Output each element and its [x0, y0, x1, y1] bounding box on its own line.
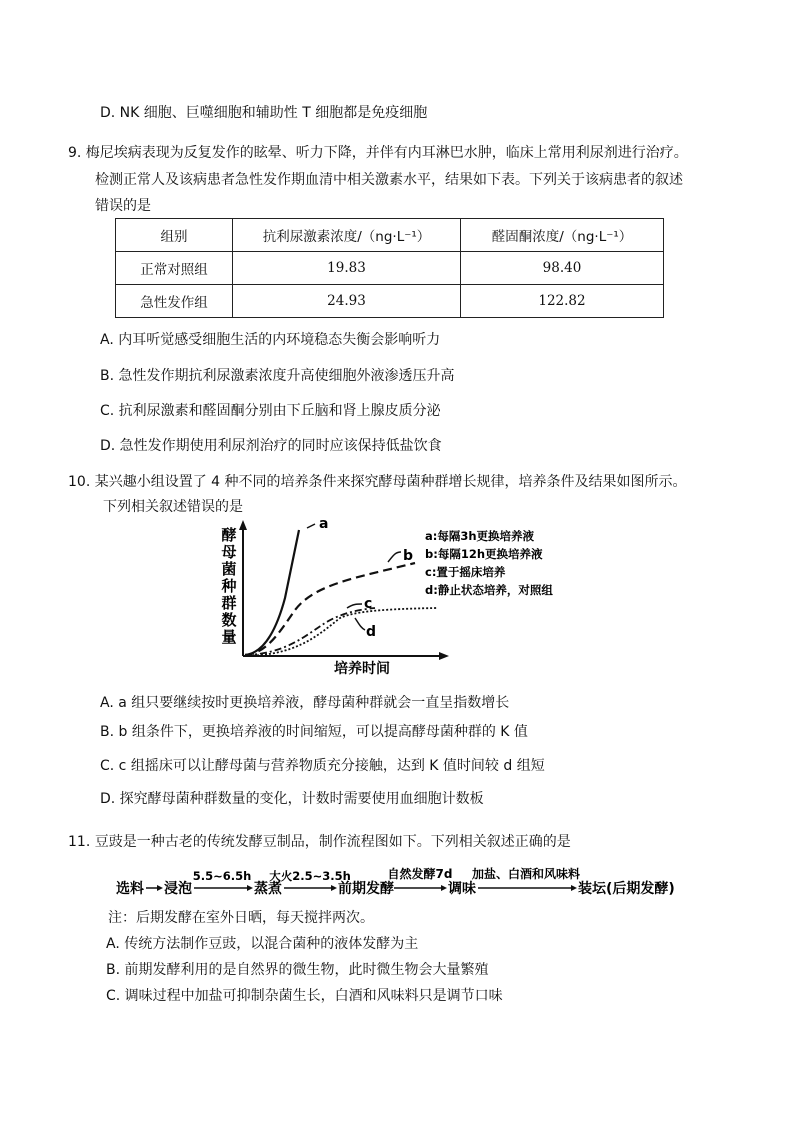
y-axis-label-char: 酵 [221, 526, 237, 544]
table-header-row [116, 219, 664, 252]
flow-step-soak: 浸泡 [164, 881, 192, 897]
flow-arrow-head [441, 885, 447, 891]
q11-stem: 11. 豆豉是一种古老的传统发酵豆制品，制作流程图如下。下列相关叙述正确的是 [68, 834, 571, 850]
table-cell: 24.93 [233, 285, 461, 318]
q10-stem-line1: 10. 某兴趣小组设置了 4 种不同的培养条件来探究酵母菌种群增长规律，培养条件及结果如图所示。 [68, 474, 687, 490]
y-axis-label-char: 量 [221, 628, 237, 646]
y-axis-label [220, 526, 236, 646]
q11-option-a: A. 传统方法制作豆豉，以混合菌种的液体发酵为主 [106, 936, 419, 952]
q9-stem-line1: 9. 梅尼埃病表现为反复发作的眩晕、听力下降，并伴有内耳淋巴水肿，临床上常用利尿剂进行治疗。 [68, 145, 688, 161]
label-pointer-c [347, 604, 362, 608]
table-header-cell: 组别 [116, 219, 233, 252]
table-cell: 122.82 [461, 285, 664, 318]
q9-option-c: C. 抗利尿激素和醛固酮分别由下丘脑和肾上腺皮质分泌 [100, 403, 441, 419]
y-axis-label-char: 数 [221, 611, 237, 629]
q10-option-c: C. c 组摇床可以让酵母菌与营养物质充分接触，达到 K 值时间较 d 组短 [100, 758, 545, 774]
q11-option-c: C. 调味过程中加盐可抑制杂菌生长，白酒和风味料只是调节口味 [106, 988, 503, 1004]
douchi-process-flowchart [110, 860, 690, 904]
label-pointer-a [307, 524, 315, 528]
curve-label-a: a [319, 518, 329, 532]
y-axis-label-char: 种 [221, 577, 237, 595]
legend-item-c: c:置于摇床培养 [425, 565, 506, 579]
q9-option-a: A. 内耳听觉感受细胞生活的内环境稳态失衡会影响听力 [100, 332, 441, 348]
flow-arrow-head [157, 885, 163, 891]
label-pointer-d [355, 618, 365, 630]
curve-a [245, 530, 299, 655]
q10-option-b: B. b 组条件下，更换培养液的时间缩短，可以提高酵母菌种群的 K 值 [100, 724, 528, 740]
curve-b [245, 563, 415, 655]
curve-label-c: c [364, 596, 373, 612]
q9-option-d: D. 急性发作期使用利尿剂治疗的同时应该保持低盐饮食 [100, 438, 442, 454]
q10-stem-line2: 下列相关叙述错误的是 [103, 499, 243, 515]
y-axis-label-char: 母 [221, 543, 237, 561]
q8-option-d: D. NK 细胞、巨噬细胞和辅助性 T 细胞都是免疫细胞 [100, 105, 428, 121]
q10-option-a: A. a 组只要继续按时更换培养液，酵母菌种群就会一直呈指数增长 [100, 695, 510, 711]
x-axis-label: 培养时间 [334, 661, 390, 677]
flow-step-season: 调味 [448, 881, 476, 897]
label-pointer-b [388, 552, 401, 562]
legend-item-d: d:静止状态培养，对照组 [425, 583, 553, 597]
curve-label-b: b [403, 548, 414, 564]
q10-option-d: D. 探究酵母菌种群数量的变化，计数时需要使用血细胞计数板 [100, 791, 484, 807]
q9-data-table [115, 218, 664, 318]
table-cell: 正常对照组 [116, 252, 233, 285]
flow-label-steam-time: 大火2.5~3.5h [269, 869, 351, 883]
flow-arrow-head [247, 885, 253, 891]
flow-step-jar: 装坛(后期发酵) [578, 881, 675, 897]
q11-option-b: B. 前期发酵利用的是自然界的微生物，此时微生物会大量繁殖 [106, 962, 489, 978]
table-cell: 急性发作组 [116, 285, 233, 318]
legend-item-b: b:每隔12h更换培养液 [425, 547, 543, 561]
x-axis-arrow [439, 652, 449, 660]
table-row [116, 285, 664, 318]
table-row [116, 252, 664, 285]
y-axis-label-char: 群 [221, 594, 237, 612]
population-growth-chart [215, 518, 615, 678]
curve-label-d: d [366, 624, 377, 640]
q9-stem-line2: 检测正常人及该病患者急性发作期血清中相关激素水平，结果如下表。下列关于该病患者的叙述 [95, 172, 683, 188]
table-header-cell: 抗利尿激素浓度/（ng·L⁻¹） [233, 219, 461, 252]
q11-note: 注：后期发酵在室外日晒，每天搅拌两次。 [108, 910, 374, 926]
q9-stem-line3: 错误的是 [95, 198, 151, 214]
flow-step-steam: 蒸煮 [254, 881, 282, 897]
flow-label-soak-time: 5.5~6.5h [192, 869, 252, 883]
q9-option-b: B. 急性发作期抗利尿激素浓度升高使细胞外液渗透压升高 [100, 368, 455, 384]
legend-item-a: a:每隔3h更换培养液 [425, 529, 535, 543]
flow-step-select: 选料 [116, 881, 144, 897]
table-cell: 98.40 [461, 252, 664, 285]
flow-step-early-ferment: 前期发酵 [338, 881, 394, 897]
flow-arrow-head [571, 885, 577, 891]
y-axis-arrow [239, 520, 247, 530]
flow-label-seasoning: 加盐、白酒和风味料 [471, 867, 581, 881]
table-cell: 19.83 [233, 252, 461, 285]
flow-label-ferment-time: 自然发酵7d [387, 867, 453, 881]
y-axis-label-char: 菌 [221, 560, 237, 578]
table-header-cell: 醛固酮浓度/（ng·L⁻¹） [461, 219, 664, 252]
flow-arrow-head [331, 885, 337, 891]
